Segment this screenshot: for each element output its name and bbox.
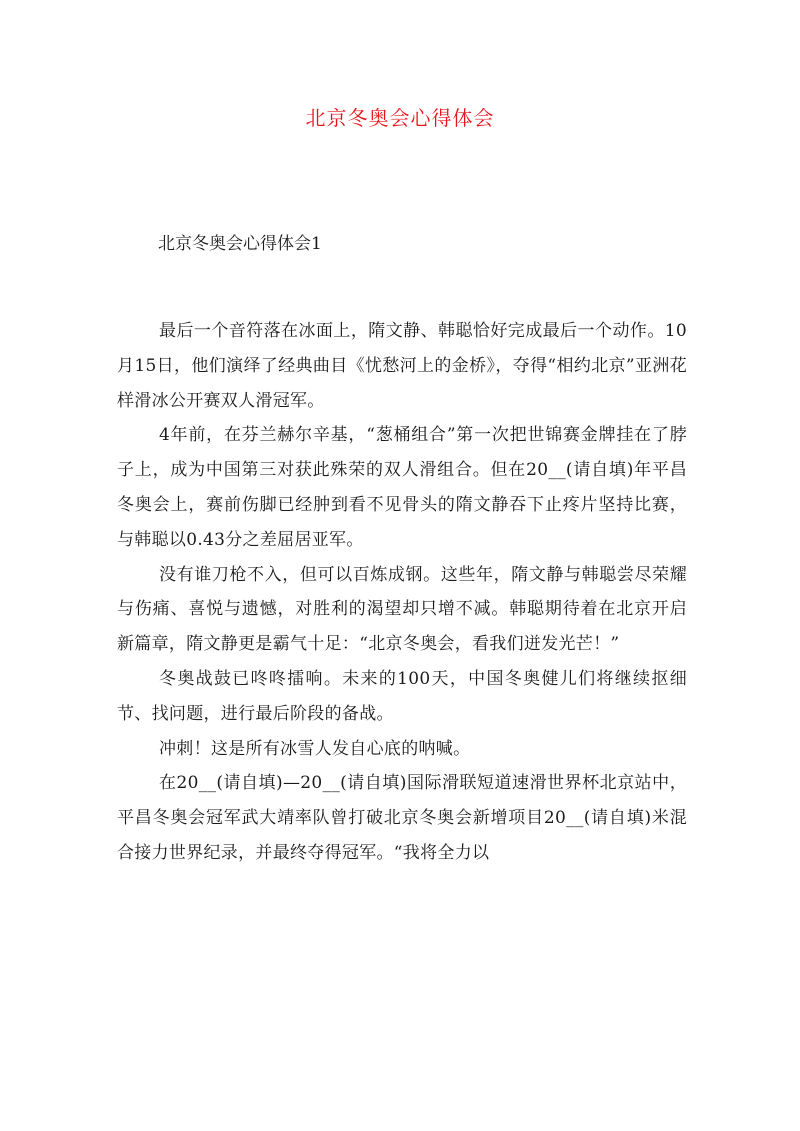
paragraph-5: 冲刺！这是所有冰雪人发自心底的呐喊。 — [159, 738, 471, 759]
document-body — [117, 314, 687, 871]
paragraph-4: 冬奥战鼓已咚咚擂响。未来的100天，中国冬奥健儿们将继续抠细节、找问题，进行最后阶段的备战。 — [117, 668, 687, 724]
section-heading: 北京冬奥会心得体会1 — [158, 234, 322, 254]
paragraph-3: 没有谁刀枪不入，但可以百炼成钢。这些年，隋文静与韩聪尝尽荣耀与伤痛、喜悦与遗憾，对胜利的渴望却只增不减。韩聪期待着在北京开启新篇章，隋文静更是霸气十足：“北京冬奥会，看我们迸发光芒！” — [117, 564, 687, 655]
paragraph-1: 最后一个音符落在冰面上，隋文静、韩聪恰好完成最后一个动作。10月15日，他们演绎了经典曲目《忧愁河上的金桥》，夺得“相约北京”亚洲花样滑冰公开赛双人滑冠军。 — [117, 321, 687, 411]
paragraph-2: 4年前，在芬兰赫尔辛基，“葱桶组合”第一次把世锦赛金牌挂在了脖子上，成为中国第三对获此殊荣的双人滑组合。但在20__(请自填)年平昌冬奥会上，赛前伤脚已经肿到看不见骨头的隋文静吞下止疼片坚持比赛，与韩聪以0.43分之差屈居亚军。 — [117, 425, 687, 550]
document-title: 北京冬奥会心得体会 — [305, 106, 495, 130]
paragraph-6: 在20__(请自填)—20__(请自填)国际滑联短道速滑世界杯北京站中，平昌冬奥会冠军武大靖率队曾打破北京冬奥会新增项目20__(请自填)米混合接力世界纪录，并最终夺得冠军。“我将全力以 — [117, 773, 687, 863]
